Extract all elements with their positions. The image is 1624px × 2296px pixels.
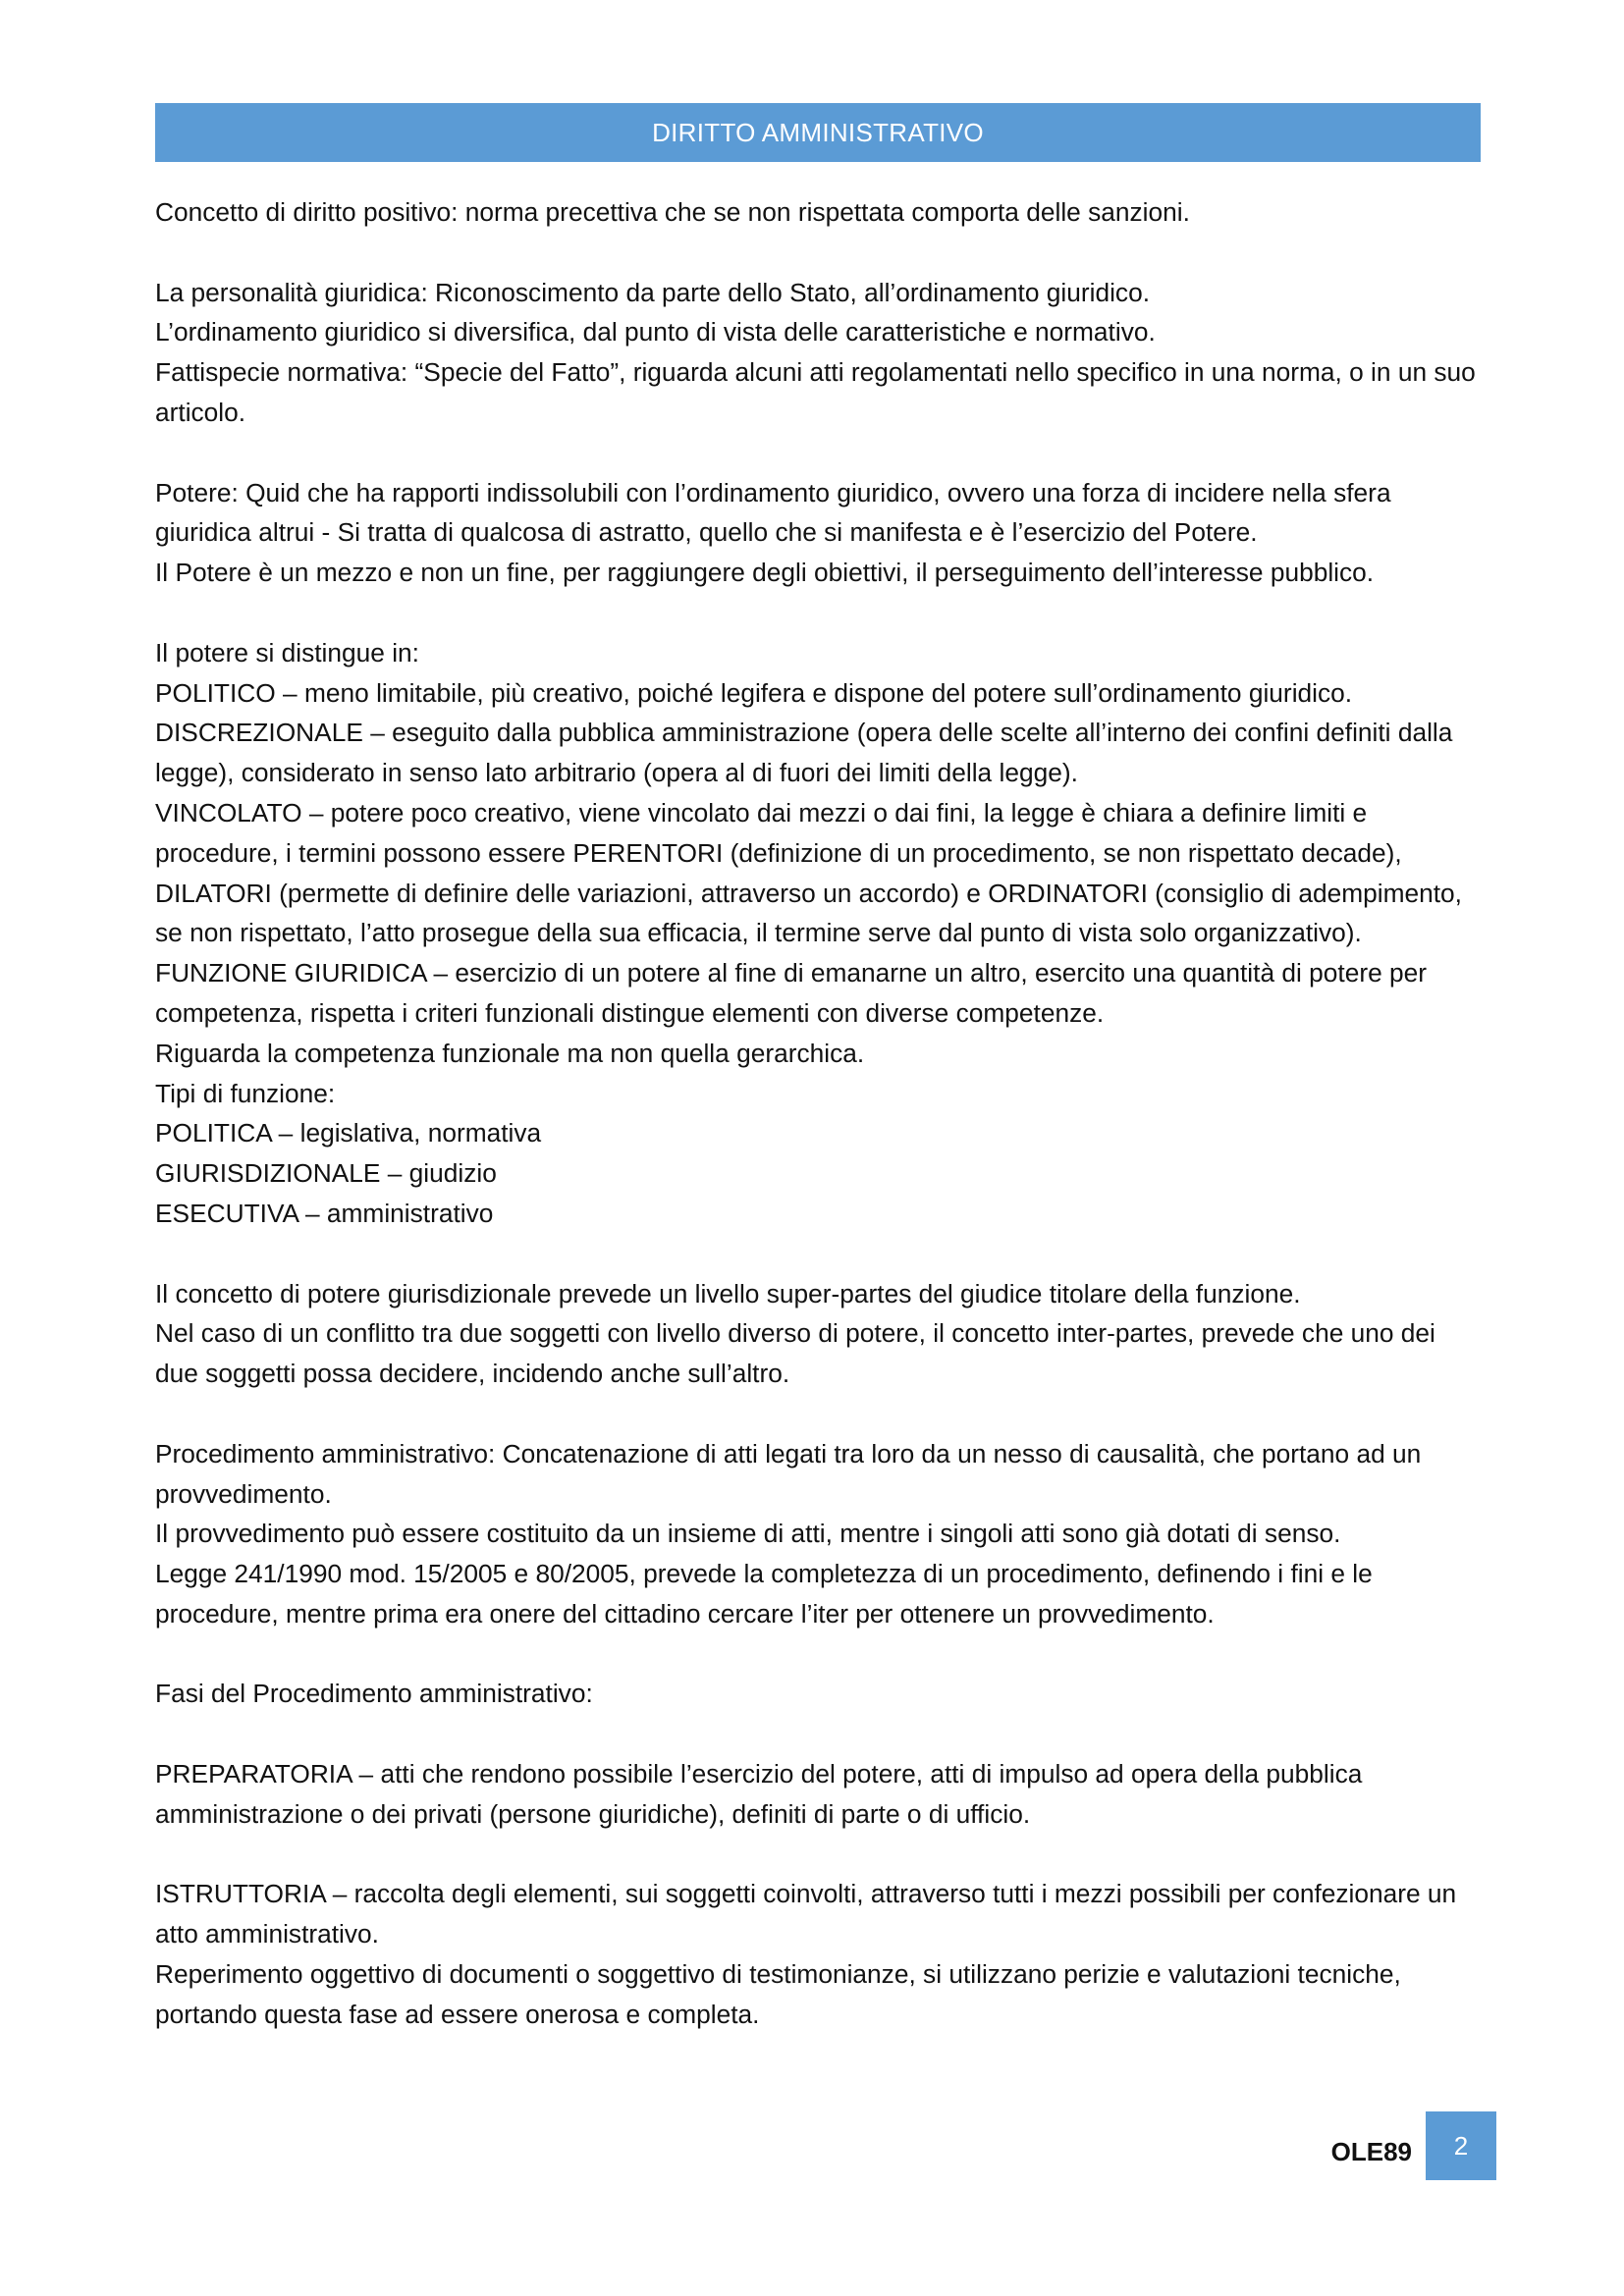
paragraph-text: – atti che rendono possibile l’esercizio del potere, atti di impulso ad opera della pubblica amministrazione o dei privati (persone giuridiche), definiti di parte o di ufficio. <box>155 1759 1363 1829</box>
paragraph <box>155 1434 1481 1515</box>
paragraph-text: – legislativa, normativa <box>271 1118 542 1148</box>
paragraph-gap <box>155 1835 1481 1875</box>
paragraph-text: Fasi del Procedimento amministrativo: <box>155 1679 593 1709</box>
paragraph <box>155 1153 1481 1194</box>
paragraph-gap <box>155 433 1481 473</box>
paragraph <box>155 1874 1481 1954</box>
paragraph <box>155 953 1481 1034</box>
paragraph-text: Reperimento oggettivo di documenti o soggettivo di testimonianze, si utilizzano perizie e valutazioni tecniche, portando questa fase ad essere onerosa e completa. <box>155 1959 1401 2029</box>
document-body <box>155 192 1481 2035</box>
paragraph <box>155 793 1481 953</box>
paragraph <box>155 473 1481 554</box>
paragraph-text: Nel caso di un conflitto tra due soggetti con livello diverso di potere, il concetto inter-partes, prevede che uno dei due soggetti possa decidere, incidendo anche sull’altro. <box>155 1318 1435 1389</box>
page-number: 2 <box>1453 2130 1469 2161</box>
paragraph-text: L’ordinamento giuridico si diversifica, dal punto di vista delle caratteristiche e normativo. <box>155 317 1156 347</box>
paragraph-text: Il Potere è un mezzo e non un fine, per raggiungere degli obiettivi, il perseguimento dell’interesse pubblico. <box>155 558 1375 588</box>
paragraph <box>155 633 1481 673</box>
paragraph <box>155 352 1481 433</box>
paragraph <box>155 1074 1481 1114</box>
paragraph-lead-term: FUNZIONE GIURIDICA <box>155 958 427 988</box>
paragraph-gap <box>155 1634 1481 1675</box>
document-header-bar <box>155 103 1481 162</box>
paragraph <box>155 192 1481 233</box>
paragraph-text: – giudizio <box>380 1158 497 1189</box>
paragraph <box>155 1034 1481 1074</box>
paragraph-gap <box>155 593 1481 633</box>
paragraph <box>155 713 1481 793</box>
paragraph-lead-term: GIURISDIZIONALE <box>155 1158 381 1189</box>
paragraph-gap <box>155 1714 1481 1754</box>
paragraph <box>155 1554 1481 1634</box>
paragraph-text: Il potere si distingue in: <box>155 637 419 667</box>
paragraph-text: Legge 241/1990 mod. 15/2005 e 80/2005, prevede la completezza di un procedimento, definendo i fini e le procedure, mentre prima era onere del cittadino cercare l’iter per ottenere un provvedimento. <box>155 1559 1373 1629</box>
paragraph-text: – meno limitabile, più creativo, poiché legifera e dispone del potere sull’ordinamento giuridico. <box>275 677 1353 708</box>
paragraph <box>155 273 1481 313</box>
document-title: DIRITTO AMMINISTRATIVO <box>652 117 984 147</box>
paragraph <box>155 1274 1481 1314</box>
paragraph <box>155 312 1481 352</box>
paragraph <box>155 553 1481 593</box>
paragraph-text: Tipi di funzione: <box>155 1078 336 1108</box>
paragraph-lead-term: VINCOLATO <box>155 797 302 828</box>
paragraph-text: Potere: Quid che ha rapporti indissolubili con l’ordinamento giuridico, ovvero una forza di incidere nella sfera giuridica altrui - Si tratta di qualcosa di astratto, quello che si manifesta e è l’esercizio del Potere. <box>155 477 1391 548</box>
paragraph-lead-term: ISTRUTTORIA <box>155 1879 326 1909</box>
page-number-box <box>1426 2111 1496 2180</box>
paragraph-text: – potere poco creativo, viene vincolato dai mezzi o dai fini, la legge è chiara a definire limiti e procedure, i termini possono essere PERENTORI (definizione di un procedimento, se non rispettato decade), DILATORI (permette di definire delle variazioni, attraverso un accordo) e ORDINATORI (consiglio di adempimento, se non rispettato, l’atto prosegue della sua efficacia, il termine serve dal punto di vista solo organizzativo). <box>155 797 1462 948</box>
paragraph-text: La personalità giuridica: Riconoscimento da parte dello Stato, all’ordinamento giuridico. <box>155 277 1151 307</box>
paragraph <box>155 1194 1481 1234</box>
paragraph-text: – eseguito dalla pubblica amministrazione (opera delle scelte all’interno dei confini definiti dalla legge), considerato in senso lato arbitrario (opera al di fuori dei limiti della legge). <box>155 718 1453 788</box>
paragraph-text: Riguarda la competenza funzionale ma non quella gerarchica. <box>155 1038 865 1068</box>
paragraph-lead-term: POLITICO <box>155 677 276 708</box>
paragraph-gap <box>155 1234 1481 1274</box>
paragraph <box>155 1954 1481 2035</box>
paragraph <box>155 673 1481 714</box>
paragraph <box>155 1313 1481 1394</box>
paragraph-lead-term: DISCREZIONALE <box>155 718 363 748</box>
paragraph <box>155 1113 1481 1153</box>
paragraph-text: – raccolta degli elementi, sui soggetti coinvolti, attraverso tutti i mezzi possibili per confezionare un atto amministrativo. <box>155 1879 1457 1949</box>
paragraph-text: Il concetto di potere giurisdizionale prevede un livello super-partes del giudice titolare della funzione. <box>155 1278 1301 1308</box>
paragraph <box>155 1754 1481 1835</box>
paragraph-lead-term: POLITICA <box>155 1118 272 1148</box>
paragraph-text: – esercizio di un potere al fine di emanarne un altro, esercito una quantità di potere per competenza, rispetta i criteri funzionali distingue elementi con diverse competenze. <box>155 958 1428 1028</box>
paragraph-lead-term: PREPARATORIA <box>155 1759 352 1789</box>
paragraph-text: Concetto di diritto positivo: norma precettiva che se non rispettata comporta delle sanzioni. <box>155 197 1190 227</box>
paragraph-text: – amministrativo <box>298 1198 494 1228</box>
footer-label: OLE89 <box>1330 2136 1412 2166</box>
paragraph-text: Fattispecie normativa: “Specie del Fatto”, riguarda alcuni atti regolamentati nello specifico in una norma, o in un suo articolo. <box>155 357 1476 427</box>
paragraph-text: Procedimento amministrativo: Concatenazione di atti legati tra loro da un nesso di causalità, che portano ad un provvedimento. <box>155 1438 1422 1509</box>
paragraph-gap <box>155 233 1481 273</box>
paragraph-text: Il provvedimento può essere costituito da un insieme di atti, mentre i singoli atti sono già dotati di senso. <box>155 1519 1341 1549</box>
paragraph <box>155 1514 1481 1554</box>
paragraph-lead-term: ESECUTIVA <box>155 1198 298 1228</box>
paragraph <box>155 1674 1481 1714</box>
paragraph-gap <box>155 1394 1481 1434</box>
